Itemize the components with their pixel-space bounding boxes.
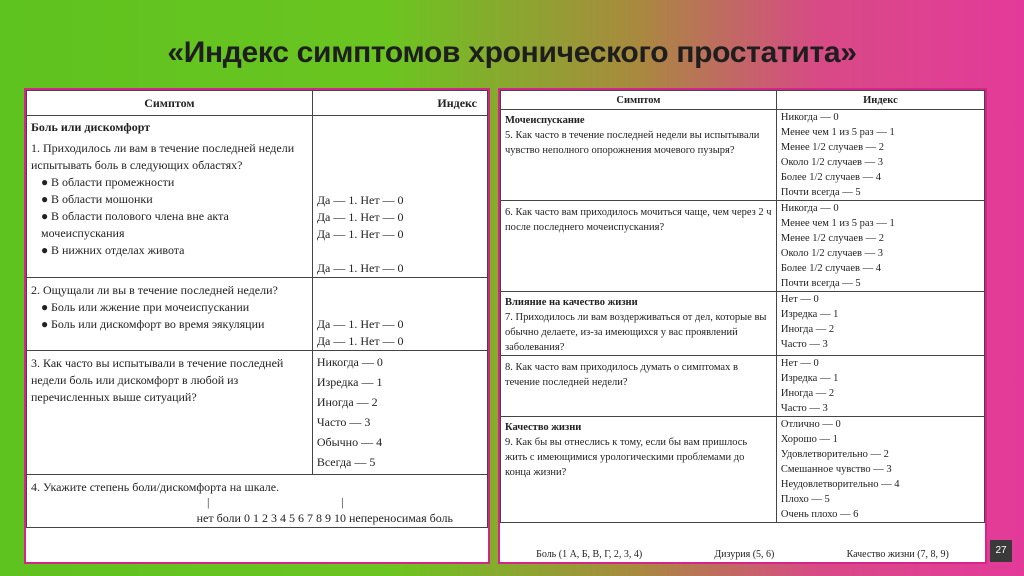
index-option: Неудовлетворительно — 4	[780, 479, 900, 490]
index-option: Более 1/2 случаев — 4	[780, 263, 881, 274]
table-row	[501, 417, 985, 523]
right-symptom-table	[500, 90, 985, 523]
col-header-symptom: Симптом	[501, 91, 777, 110]
bullet-icon: ●	[41, 175, 49, 189]
table-row	[501, 356, 985, 417]
table-row	[27, 278, 488, 351]
index-option: Более 1/2 случаев — 4	[780, 172, 881, 183]
table-row	[501, 201, 985, 292]
index-value: Да — 1. Нет — 0	[316, 193, 404, 207]
list-item: ● В нижних отделах живота	[41, 243, 185, 257]
pain-scale: нет боли 0 1 2 3 4 5 6 7 8 9 10 непереносимая боль	[196, 511, 453, 525]
section-title-pain: Боль или дискомфорт	[31, 120, 151, 134]
index-value: Да — 1. Нет — 0	[316, 210, 404, 224]
index-value: Да — 1. Нет — 0	[316, 334, 404, 348]
index-value: Да — 1. Нет — 0	[316, 317, 404, 331]
index-option: Обычно — 4	[316, 435, 383, 449]
index-option: Никогда — 0	[780, 203, 839, 214]
right-symptom-table-panel	[498, 88, 987, 564]
index-option: Менее 1/2 случаев — 2	[780, 233, 885, 244]
list-item: ● Боль или жжение при мочеиспускании	[41, 300, 250, 314]
section-title-impact: Влияние на качество жизни	[505, 297, 638, 308]
question-9: 9. Как бы вы отнеслись к тому, если бы вам пришлось жить с имеющимися урологическими проблемами до конца жизни?	[505, 437, 748, 478]
index-option: Около 1/2 случаев — 3	[780, 248, 884, 259]
list-item: ● Боль или дискомфорт во время эякуляции	[41, 317, 265, 331]
col-header-index: Индекс	[312, 91, 487, 116]
index-option: Почти всегда — 5	[780, 187, 861, 198]
index-option: Около 1/2 случаев — 3	[780, 157, 884, 168]
bullet-icon: ●	[41, 209, 49, 223]
index-option: Изредка — 1	[780, 373, 839, 384]
question-1: 1. Приходилось ли вам в течение последней недели испытывать боль в следующих областях?	[31, 141, 295, 172]
question-2: 2. Ощущали ли вы в течение последней недели?	[31, 283, 278, 297]
question-4: 4. Укажите степень боли/дискомфорта на шкале.	[31, 480, 280, 494]
question-7: 7. Приходилось ли вам воздерживаться от дел, которые вы обычно делаете, из-за имеющихся у вас проявлений заболевания?	[505, 312, 767, 353]
index-option: Плохо — 5	[780, 494, 830, 505]
index-option: Часто — 3	[316, 415, 371, 429]
bullet-icon: ●	[41, 317, 49, 331]
question-6: 6. Как часто вам приходилось мочиться чаще, чем через 2 ч после последнего мочеиспускания?	[505, 207, 772, 233]
table-row	[27, 475, 488, 528]
index-option: Очень плохо — 6	[780, 509, 859, 520]
index-option: Хорошо — 1	[780, 434, 838, 445]
index-option: Иногда — 2	[316, 395, 378, 409]
index-option: Изредка — 1	[316, 375, 383, 389]
section-title-quality: Качество жизни	[505, 422, 582, 433]
page-number-badge: 27	[990, 540, 1012, 562]
index-option: Никогда — 0	[780, 112, 839, 123]
index-option: Отлично — 0	[780, 419, 841, 430]
col-header-index: Индекс	[776, 91, 984, 110]
list-item: ● В области полового члена вне акта мочеиспускания	[41, 209, 229, 240]
table-row	[501, 110, 985, 201]
section-title-urination: Мочеиспускание	[505, 115, 585, 126]
index-option: Нет — 0	[780, 358, 819, 369]
table-row	[27, 351, 488, 475]
index-option: Удовлетворительно — 2	[780, 449, 889, 460]
index-option: Часто — 3	[780, 339, 828, 350]
index-value: Да — 1. Нет — 0	[316, 261, 404, 275]
question-5: 5. Как часто в течение последней недели вы испытывали чувство неполного опорожнения мочевого пузыря?	[505, 130, 760, 156]
index-option: Смешанное чувство — 3	[780, 464, 892, 475]
index-option: Изредка — 1	[780, 309, 839, 320]
footer-dysuria-legend: Дизурия (5, 6)	[714, 549, 775, 560]
question-8: 8. Как часто вам приходилось думать о симптомах в течение последней недели?	[505, 362, 738, 388]
question-3: 3. Как часто вы испытывали в течение последней недели боль или дискомфорт в любой из перечисленных выше ситуаций?	[31, 356, 284, 404]
bullet-icon: ●	[41, 192, 49, 206]
slide-title: «Индекс симптомов хронического простатита»	[167, 36, 857, 69]
index-option: Менее чем 1 из 5 раз — 1	[780, 127, 895, 138]
bullet-icon: ●	[41, 243, 49, 257]
score-legend-footer	[500, 549, 985, 560]
col-header-symptom: Симптом	[27, 91, 313, 116]
index-option: Иногда — 2	[780, 324, 835, 335]
index-option: Иногда — 2	[780, 388, 835, 399]
index-value: Да — 1. Нет — 0	[316, 227, 404, 241]
left-symptom-table-panel	[24, 88, 490, 564]
index-option: Менее 1/2 случаев — 2	[780, 142, 885, 153]
table-row	[501, 292, 985, 356]
index-option: Никогда — 0	[316, 355, 383, 369]
index-option: Менее чем 1 из 5 раз — 1	[780, 218, 895, 229]
list-item: ● В области мошонки	[41, 192, 153, 206]
index-option: Почти всегда — 5	[780, 278, 861, 289]
bullet-icon: ●	[41, 300, 49, 314]
footer-pain-legend: Боль (1 А, Б, В, Г, 2, 3, 4)	[536, 549, 643, 560]
table-row	[27, 116, 488, 278]
scale-ticks: | |	[207, 495, 344, 509]
list-item: ● В области промежности	[41, 175, 175, 189]
index-option: Часто — 3	[780, 403, 828, 414]
left-symptom-table	[26, 90, 488, 528]
footer-quality-legend: Качество жизни (7, 8, 9)	[846, 549, 949, 560]
index-option: Всегда — 5	[316, 455, 376, 469]
index-option: Нет — 0	[780, 294, 819, 305]
